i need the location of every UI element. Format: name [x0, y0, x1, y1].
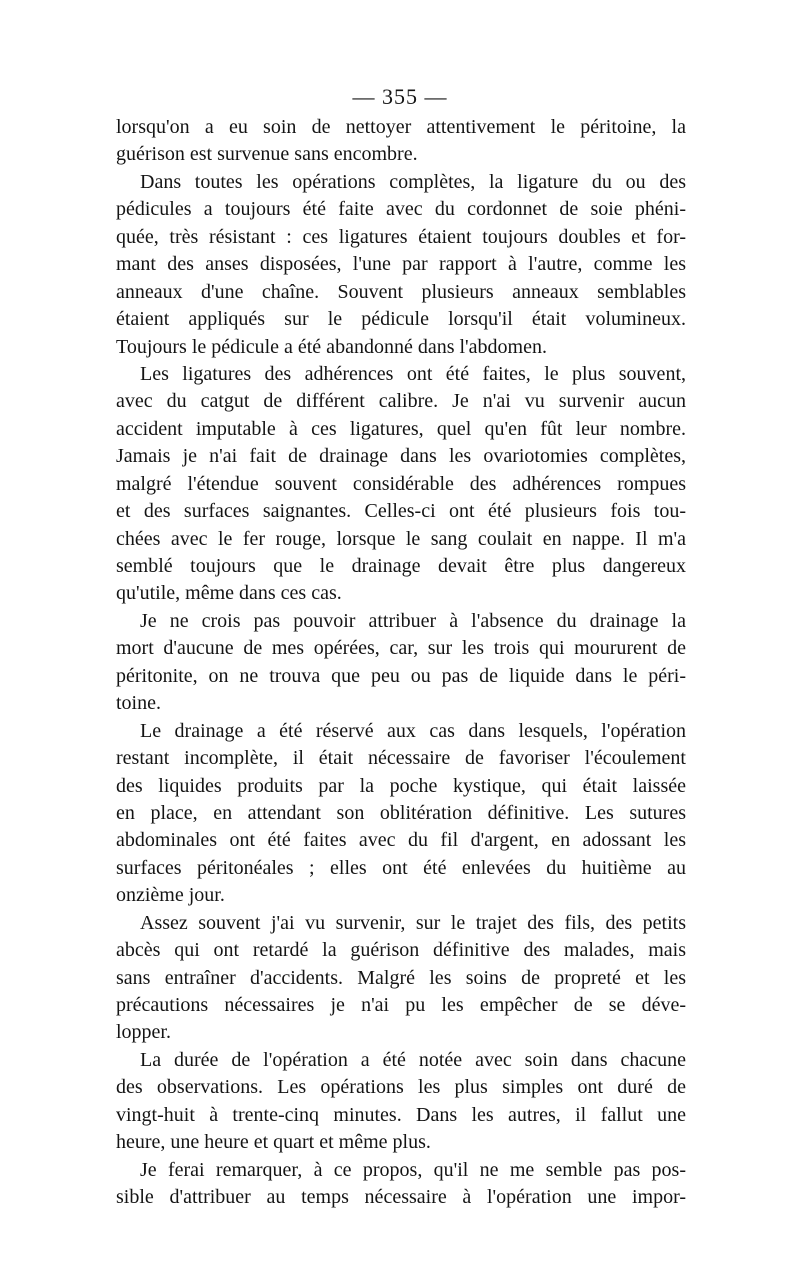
text-line: pédicules a toujours été faite avec du cordonnet de soie phéni- — [116, 198, 686, 221]
text-line: mort d'aucune de mes opérées, car, sur les trois qui moururent de — [116, 637, 686, 660]
text-line: avec du catgut de différent calibre. Je n'ai vu survenir aucun — [116, 390, 686, 413]
text-line: Je ferai remarquer, à ce propos, qu'il ne me semble pas pos- — [140, 1158, 686, 1181]
text-line: et des surfaces saignantes. Celles-ci ont été plusieurs fois tou- — [116, 500, 686, 523]
text-line: lorsqu'on a eu soin de nettoyer attentivement le péritoine, la — [116, 116, 686, 138]
text-line: abdominales ont été faites avec du fil d'argent, en adossant les — [116, 829, 686, 852]
text-line: Assez souvent j'ai vu survenir, sur le trajet des fils, des petits — [140, 911, 686, 934]
text-line: mant des anses disposées, l'une par rapport à l'autre, comme les — [116, 253, 686, 276]
text-line: malgré l'étendue souvent considérable des adhérences rompues — [116, 472, 686, 495]
text-line: anneaux d'une chaîne. Souvent plusieurs anneaux semblables — [116, 280, 686, 303]
text-line: Les ligatures des adhérences ont été faites, le plus souvent, — [140, 362, 686, 385]
text-line: des observations. Les opérations les plus simples ont duré de — [116, 1076, 686, 1099]
text-line: onzième jour. — [116, 884, 225, 907]
text-line: Le drainage a été réservé aux cas dans lesquels, l'opération — [140, 719, 686, 742]
text-line: surfaces péritonéales ; elles ont été enlevées du huitième au — [116, 856, 686, 879]
text-line: semblé toujours que le drainage devait être plus dangereux — [116, 555, 686, 577]
text-line: Je ne crois pas pouvoir attribuer à l'absence du drainage la — [140, 609, 686, 632]
text-line: accident imputable à ces ligatures, quel qu'en fût leur nombre. — [116, 417, 686, 440]
text-line: étaient appliqués sur le pédicule lorsqu'il était volumineux. — [116, 308, 686, 331]
text-line: lopper. — [116, 1021, 171, 1044]
text-line: en place, en attendant son oblitération définitive. Les sutures — [116, 801, 686, 824]
text-line: Jamais je n'ai fait de drainage dans les ovariotomies complètes, — [116, 445, 686, 468]
text-line: Toujours le pédicule a été abandonné dans l'abdomen. — [116, 335, 547, 358]
text-line: précautions nécessaires je n'ai pu les empêcher de se déve- — [116, 994, 686, 1016]
text-line: Dans toutes les opérations complètes, la ligature du ou des — [140, 170, 686, 193]
text-line: sible d'attribuer au temps nécessaire à l'opération une impor- — [116, 1186, 686, 1209]
text-line: péritonite, on ne trouva que peu ou pas de liquide dans le péri- — [116, 664, 686, 687]
text-line: toine. — [116, 692, 161, 715]
page-number: — 355 — — [352, 84, 448, 109]
text-line: abcès qui ont retardé la guérison définitive des malades, mais — [116, 939, 686, 962]
text-line: heure, une heure et quart et même plus. — [116, 1131, 431, 1154]
body-text — [116, 114, 686, 1212]
text-line: des liquides produits par la poche kystique, qui était laissée — [116, 774, 686, 797]
text-line: guérison est survenue sans encombre. — [116, 143, 418, 166]
text-line: vingt-huit à trente-cinq minutes. Dans les autres, il fallut une — [116, 1103, 686, 1126]
text-line: qu'utile, même dans ces cas. — [116, 582, 342, 605]
text-line: La durée de l'opération a été notée avec soin dans chacune — [140, 1048, 686, 1071]
text-line: quée, très résistant : ces ligatures étaient toujours doubles et for- — [116, 225, 686, 248]
text-line: sans entraîner d'accidents. Malgré les soins de propreté et les — [116, 966, 686, 989]
text-line: restant incomplète, il était nécessaire de favoriser l'écoulement — [116, 747, 686, 770]
text-line: chées avec le fer rouge, lorsque le sang coulait en nappe. Il m'a — [116, 527, 686, 550]
